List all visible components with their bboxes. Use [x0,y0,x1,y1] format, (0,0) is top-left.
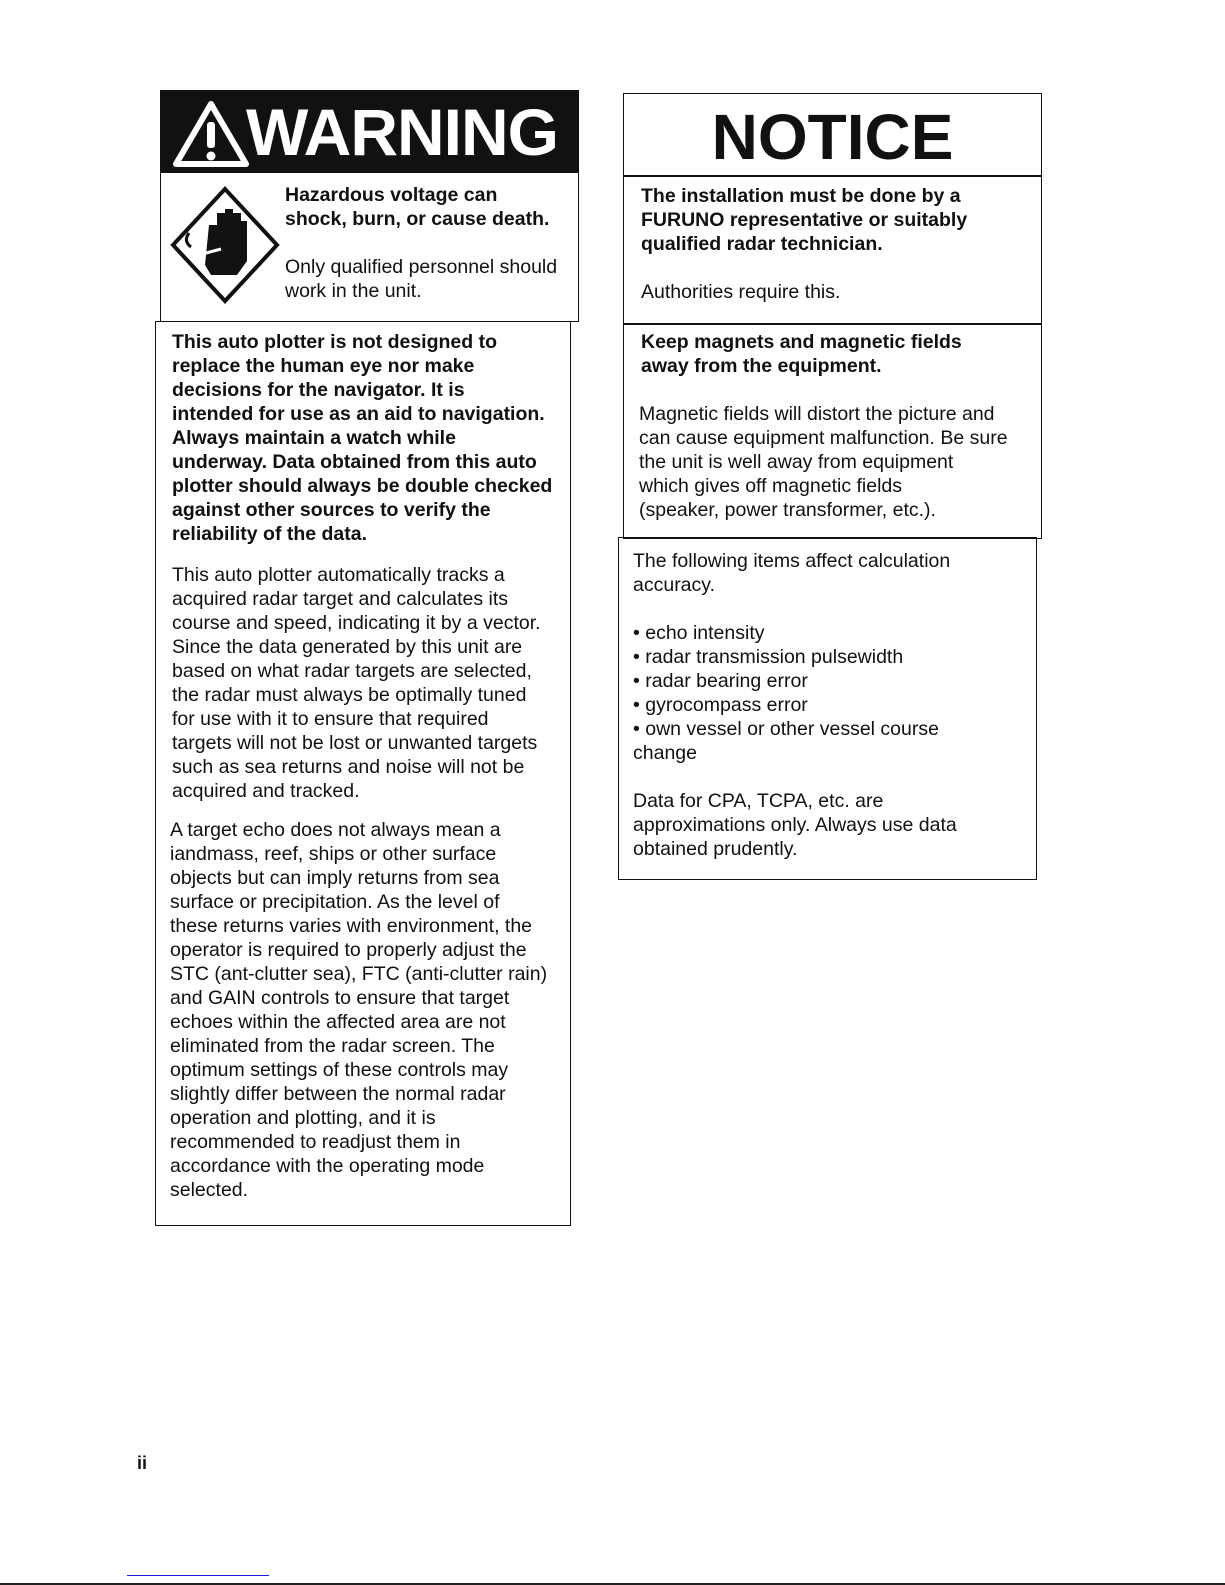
text-line: iandmass, reef, ships or other surface [170,843,497,865]
text-line: plotter should always be double checked [172,475,553,497]
text-line: for use with it to ensure that required [172,708,489,730]
text-line: replace the human eye nor make [172,355,475,377]
text-line: slightly differ between the normal radar [170,1083,506,1105]
text-line: acquired radar target and calculates its [172,588,509,610]
text-line: Hazardous voltage can [285,184,498,206]
text-line: based on what radar targets are selected, [172,660,532,682]
text-line: Authorities require this. [641,281,841,303]
text-line: selected. [170,1179,249,1201]
text-line: The following items affect calculation [633,550,951,572]
electric-shock-hand-icon [169,185,281,305]
text-line: can cause equipment malfunction. Be sure [639,427,1008,449]
accuracy-note [633,789,957,861]
hazard-heading [285,183,549,231]
text-line: STC (ant-clutter sea), FTC (anti-clutter rain) [170,963,548,985]
hazard-box [160,172,579,322]
text-line: eliminated from the radar screen. The [170,1035,495,1057]
warning-header [160,90,579,173]
text-line: This auto plotter is not designed to [172,331,497,353]
text-line: surface or precipitation. As the level of [170,891,500,913]
text-line: Magnetic fields will distort the picture and [639,403,995,425]
text-line: Keep magnets and magnetic fields [641,331,962,353]
accuracy-list [633,621,939,765]
warning-title: WARNING [246,95,558,169]
hazard-text [285,255,557,303]
text-line: decisions for the navigator. It is [172,379,465,401]
text-line: these returns varies with environment, the [170,915,533,937]
page-number: ii [137,1453,148,1473]
text-line: and GAIN controls to ensure that target [170,987,510,1009]
text-line: shock, burn, or cause death. [285,208,550,230]
text-line: against other sources to verify the [172,499,491,521]
text-line: optimum settings of these controls may [170,1059,509,1081]
text-line: accuracy. [633,574,715,596]
text-line: • own vessel or other vessel course [633,718,939,740]
magnet-text [639,402,1008,522]
text-line: change [633,742,697,764]
warning-triangle-icon [172,100,250,168]
text-line: objects but can imply returns from sea [170,867,500,889]
text-line: This auto plotter automatically tracks a [172,564,505,586]
plotter-warning-box [155,321,571,1226]
notice-title: NOTICE [711,101,954,173]
text-line: echoes within the affected area are not [170,1011,506,1033]
accuracy-box [618,537,1037,880]
text-line: such as sea returns and noise will not be [172,756,525,778]
text-line: • radar transmission pulsewidth [633,646,904,668]
text-line: qualified radar technician. [641,233,883,255]
installation-heading [641,184,967,256]
magnet-heading [641,330,962,378]
installation-text [641,280,840,304]
text-line: A target echo does not always mean a [170,819,501,841]
text-line: recommended to readjust them in [170,1131,461,1153]
text-line: Data for CPA, TCPA, etc. are [633,790,884,812]
text-line: obtained prudently. [633,838,798,860]
installation-box [623,175,1042,325]
accuracy-intro [633,549,950,597]
text-line: (speaker, power transformer, etc.). [639,499,936,521]
text-line: FURUNO representative or suitably [641,209,968,231]
notice-header [623,93,1042,177]
plotter-paragraph-1 [172,563,541,803]
text-line: • radar bearing error [633,670,808,692]
text-line: approximations only. Always use data [633,814,957,836]
text-line: the radar must always be optimally tuned [172,684,527,706]
text-line: • gyrocompass error [633,694,808,716]
text-line: intended for use as an aid to navigation. [172,403,545,425]
text-line: work in the unit. [285,280,422,302]
text-line: accordance with the operating mode [170,1155,485,1177]
text-line: Since the data generated by this unit are [172,636,523,658]
plotter-bold-paragraph [172,330,552,546]
text-line: • echo intensity [633,622,765,644]
text-line: operator is required to properly adjust the [170,939,527,961]
magnet-box [623,323,1042,539]
text-line: acquired and tracked. [172,780,360,802]
text-line: targets will not be lost or unwanted targets [172,732,538,754]
text-line: course and speed, indicating it by a vector. [172,612,541,634]
text-line: which gives off magnetic fields [639,475,903,497]
text-line: away from the equipment. [641,355,882,377]
text-line: operation and plotting, and it is [170,1107,436,1129]
bottom-link-underline [127,1575,269,1576]
text-line: the unit is well away from equipment [639,451,954,473]
text-line: Always maintain a watch while [172,427,456,449]
text-line: underway. Data obtained from this auto [172,451,537,473]
text-line: The installation must be done by a [641,185,961,207]
plotter-paragraph-2 [170,818,547,1202]
text-line: reliability of the data. [172,523,368,545]
text-line: Only qualified personnel should [285,256,558,278]
